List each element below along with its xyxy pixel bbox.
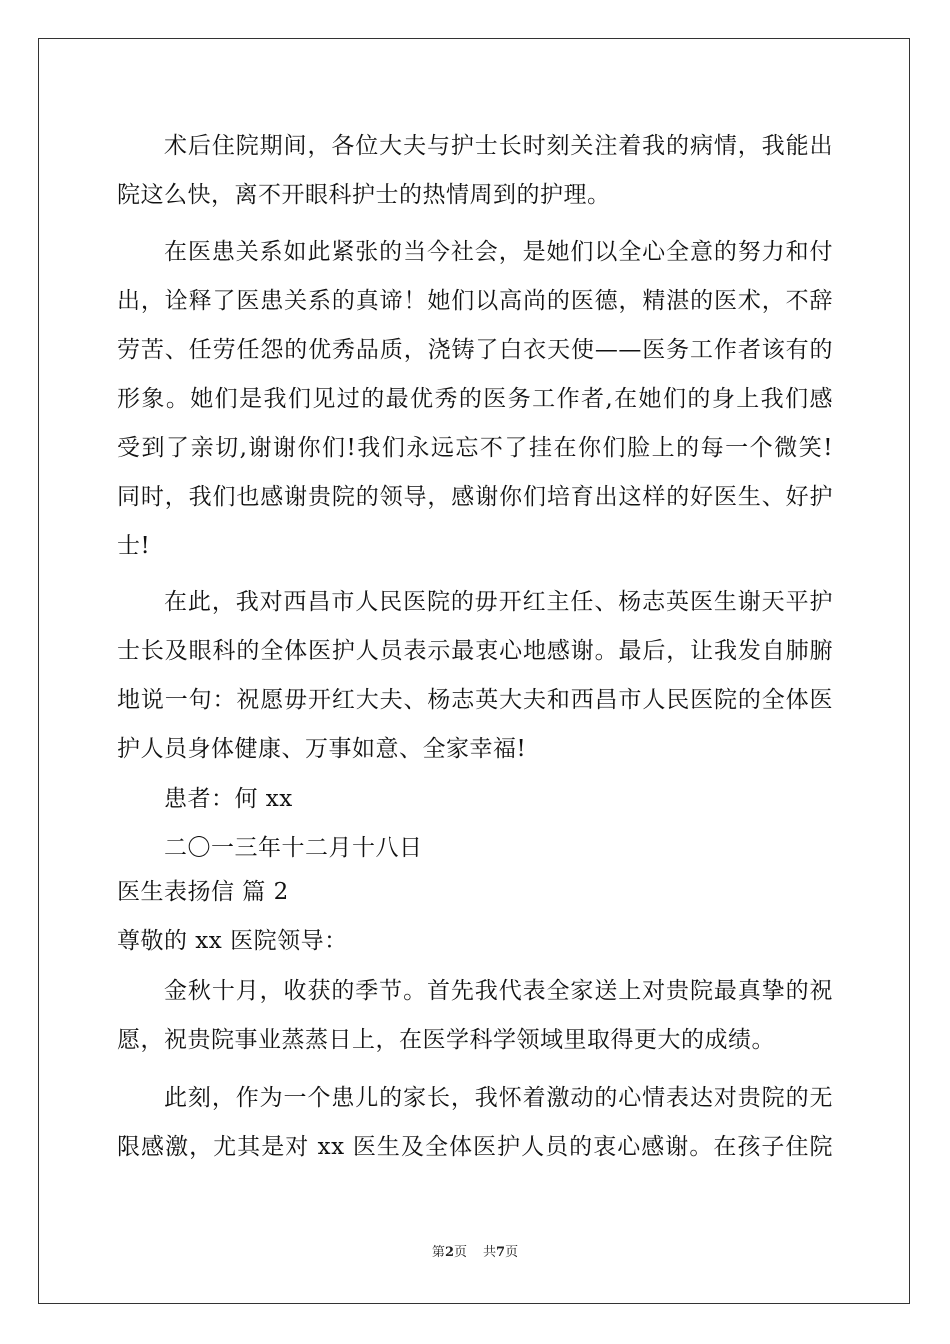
text-line-8: 同时，我们也感谢贵院的领导，感谢你们培育出这样的好医生、好护 bbox=[117, 484, 833, 510]
text-line-18: 金秋十月，收获的季节。首先我代表全家送上对贵院最真挚的祝 bbox=[164, 978, 833, 1004]
text-line-4: 出，诠释了医患关系的真谛！她们以高尚的医德，精湛的医术，不辞 bbox=[117, 288, 833, 314]
page-footer bbox=[0, 1243, 950, 1263]
signature-line: 患者：何 xx bbox=[164, 786, 293, 812]
text-line-9: 士! bbox=[117, 533, 151, 559]
text-line-5: 劳苦、任劳任怨的优秀品质，浇铸了白衣天使——医务工作者该有的 bbox=[117, 337, 833, 363]
section-heading: 医生表扬信 篇 2 bbox=[117, 879, 289, 905]
salutation: 尊敬的 xx 医院领导： bbox=[117, 928, 348, 954]
text-line-10: 在此，我对西昌市人民医院的毋开红主任、杨志英医生谢天平护 bbox=[164, 589, 833, 615]
text-line-13: 护人员身体健康、万事如意、全家幸福! bbox=[117, 736, 527, 762]
total-suffix: 页 bbox=[505, 1245, 519, 1260]
text-line-11: 士长及眼科的全体医护人员表示最衷心地感谢。最后，让我发自肺腑 bbox=[117, 638, 833, 664]
total-pages: 7 bbox=[496, 1245, 506, 1260]
text-line-6: 形象。她们是我们见过的最优秀的医务工作者,在她们的身上我们感 bbox=[117, 386, 833, 412]
page-prefix: 第 bbox=[431, 1245, 445, 1260]
text-line-21: 限感激，尤其是对 xx 医生及全体医护人员的衷心感谢。在孩子住院 bbox=[117, 1134, 833, 1160]
text-line-12: 地说一句：祝愿毋开红大夫、杨志英大夫和西昌市人民医院的全体医 bbox=[117, 687, 833, 713]
page-number: 2 bbox=[444, 1245, 454, 1260]
text-line-1: 术后住院期间，各位大夫与护士长时刻关注着我的病情，我能出 bbox=[164, 133, 833, 159]
text-line-7: 受到了亲切,谢谢你们!我们永远忘不了挂在你们脸上的每一个微笑! bbox=[117, 435, 833, 461]
page-suffix: 页 bbox=[453, 1245, 467, 1260]
text-line-19: 愿，祝贵院事业蒸蒸日上，在医学科学领域里取得更大的成绩。 bbox=[117, 1027, 775, 1053]
text-line-2: 院这么快，离不开眼科护士的热情周到的护理。 bbox=[117, 182, 611, 208]
total-prefix: 共 bbox=[483, 1245, 497, 1260]
date-line: 二〇一三年十二月十八日 bbox=[164, 835, 423, 861]
text-line-20: 此刻，作为一个患儿的家长，我怀着激动的心情表达对贵院的无 bbox=[164, 1085, 833, 1111]
text-line-3: 在医患关系如此紧张的当今社会，是她们以全心全意的努力和付 bbox=[164, 239, 833, 265]
